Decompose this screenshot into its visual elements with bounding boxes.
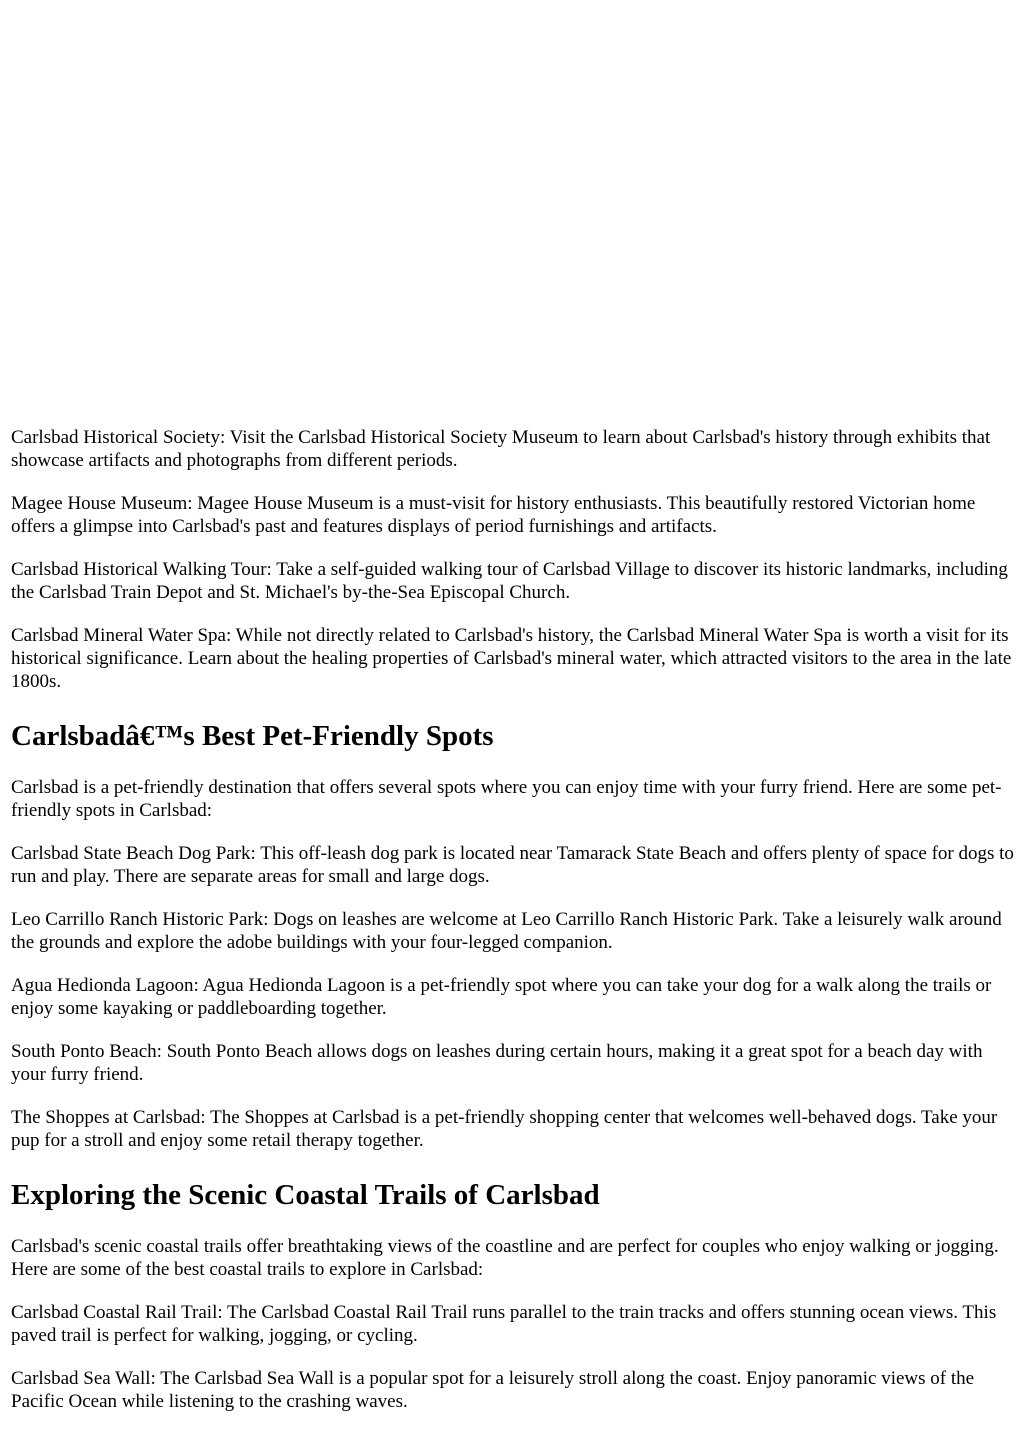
paragraph-south-ponto: South Ponto Beach: South Ponto Beach allows dogs on leashes during certain hours, making it a great spot for a beach day with your furry friend. xyxy=(11,1041,983,1085)
paragraph-walking-tour: Carlsbad Historical Walking Tour: Take a self-guided walking tour of Carlsbad Village to discover its historic landmarks, including the Carlsbad Train Depot and St. Michael's by-the-Sea Episcopal Church. xyxy=(11,559,1008,603)
heading-coastal-trails: Exploring the Scenic Coastal Trails of Carlsbad xyxy=(11,1179,600,1211)
paragraph-dog-park: Carlsbad State Beach Dog Park: This off-leash dog park is located near Tamarack State Beach and offers plenty of space for dogs to run and play. There are separate areas for small and large dogs. xyxy=(11,843,1014,887)
paragraph-sea-wall: Carlsbad Sea Wall: The Carlsbad Sea Wall is a popular spot for a leisurely stroll along the coast. Enjoy panoramic views of the Pacific Ocean while listening to the crashing waves. xyxy=(11,1368,975,1412)
paragraph-historical-society: Carlsbad Historical Society: Visit the Carlsbad Historical Society Museum to learn about Carlsbad's history through exhibits that showcase artifacts and photographs from different periods. xyxy=(11,427,991,471)
blank-top-area xyxy=(0,0,1024,426)
paragraph-rail-trail: Carlsbad Coastal Rail Trail: The Carlsbad Coastal Rail Trail runs parallel to the train tracks and offers stunning ocean views. This paved trail is perfect for walking, jogging, or cycling. xyxy=(11,1302,997,1346)
paragraph-mineral-spa: Carlsbad Mineral Water Spa: While not directly related to Carlsbad's history, the Carlsbad Mineral Water Spa is worth a visit for its historical significance. Learn about the healing properties of Carlsbad's mineral water, which attracted visitors to the area in the late 1800s. xyxy=(11,625,1012,692)
heading-pet-friendly: Carlsbadâ€™s Best Pet-Friendly Spots xyxy=(11,720,494,752)
paragraph-leo-carrillo: Leo Carrillo Ranch Historic Park: Dogs on leashes are welcome at Leo Carrillo Ranch Historic Park. Take a leisurely walk around the grounds and explore the adobe buildings with your four-legged companion. xyxy=(11,909,1002,953)
paragraph-agua-hedionda: Agua Hedionda Lagoon: Agua Hedionda Lagoon is a pet-friendly spot where you can take your dog for a walk along the trails or enjoy some kayaking or paddleboarding together. xyxy=(11,975,992,1019)
paragraph-pet-intro: Carlsbad is a pet-friendly destination that offers several spots where you can enjoy time with your furry friend. Here are some pet-friendly spots in Carlsbad: xyxy=(11,777,1002,821)
paragraph-trails-intro: Carlsbad's scenic coastal trails offer breathtaking views of the coastline and are perfect for couples who enjoy walking or jogging. Here are some of the best coastal trails to explore in Carlsbad: xyxy=(11,1236,999,1280)
paragraph-shoppes: The Shoppes at Carlsbad: The Shoppes at Carlsbad is a pet-friendly shopping center that welcomes well-behaved dogs. Take your pup for a stroll and enjoy some retail therapy together. xyxy=(11,1107,998,1151)
article-content xyxy=(0,426,1024,1413)
paragraph-magee-house: Magee House Museum: Magee House Museum is a must-visit for history enthusiasts. This beautifully restored Victorian home offers a glimpse into Carlsbad's past and features displays of period furnishings and artifacts. xyxy=(11,493,976,537)
